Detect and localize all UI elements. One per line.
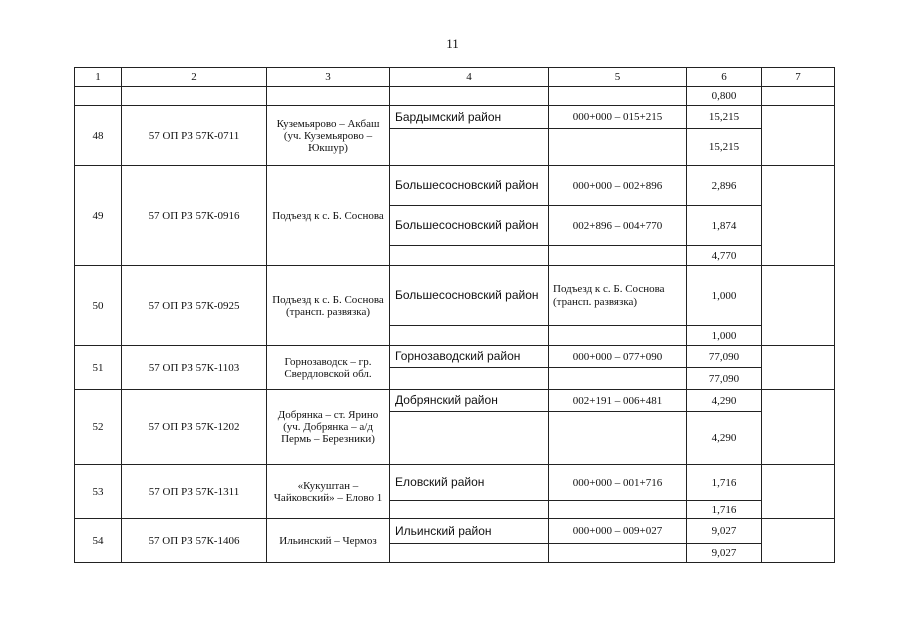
section-length: 1,874 bbox=[687, 206, 762, 246]
section-length: 15,215 bbox=[687, 106, 762, 129]
road-code: 57 ОП РЗ 57К-1406 bbox=[122, 519, 267, 563]
table-row bbox=[75, 346, 835, 368]
section-range: 000+000 – 077+090 bbox=[549, 346, 687, 368]
column-header: 4 bbox=[390, 68, 549, 87]
section-range: 000+000 – 009+027 bbox=[549, 519, 687, 544]
row-number: 50 bbox=[75, 266, 122, 346]
table-row bbox=[75, 166, 835, 206]
length-total: 77,090 bbox=[687, 368, 762, 390]
table-row bbox=[75, 87, 835, 106]
road-name: Куземьярово – Акбаш (уч. Куземьярово – Юкшур) bbox=[267, 106, 390, 166]
length-total: 4,770 bbox=[687, 246, 762, 266]
section-length: 1,000 bbox=[687, 266, 762, 326]
row-number: 51 bbox=[75, 346, 122, 390]
road-code: 57 ОП РЗ 57К-0711 bbox=[122, 106, 267, 166]
length-total: 15,215 bbox=[687, 129, 762, 166]
road-name: Подъезд к с. Б. Соснова bbox=[267, 166, 390, 266]
section-length: 2,896 bbox=[687, 166, 762, 206]
road-code: 57 ОП РЗ 57К-0925 bbox=[122, 266, 267, 346]
column-number-row bbox=[75, 68, 835, 87]
road-name: «Кукуштан – Чайковский» – Елово 1 bbox=[267, 465, 390, 519]
road-code: 57 ОП РЗ 57К-0916 bbox=[122, 166, 267, 266]
length-total: 1,716 bbox=[687, 501, 762, 519]
district: Добрянский район bbox=[390, 390, 549, 412]
row-number: 48 bbox=[75, 106, 122, 166]
road-name: Ильинский – Чермоз bbox=[267, 519, 390, 563]
row-number: 54 bbox=[75, 519, 122, 563]
road-code: 57 ОП РЗ 57К-1311 bbox=[122, 465, 267, 519]
row-number: 53 bbox=[75, 465, 122, 519]
table-row bbox=[75, 106, 835, 129]
table-row bbox=[75, 519, 835, 544]
length-total: 1,000 bbox=[687, 326, 762, 346]
column-header: 7 bbox=[762, 68, 835, 87]
district: Еловский район bbox=[390, 465, 549, 501]
district: Большесосновский район bbox=[390, 206, 549, 246]
table-row bbox=[75, 266, 835, 326]
road-name: Добрянка – ст. Ярино (уч. Добрянка – а/д Пермь – Березники) bbox=[267, 390, 390, 465]
section-range: 002+896 – 004+770 bbox=[549, 206, 687, 246]
district: Горнозаводский район bbox=[390, 346, 549, 368]
row-number: 49 bbox=[75, 166, 122, 266]
district: Большесосновский район bbox=[390, 266, 549, 326]
length-total: 9,027 bbox=[687, 544, 762, 563]
page-number: 11 bbox=[446, 36, 459, 51]
column-header: 2 bbox=[122, 68, 267, 87]
road-registry-table bbox=[74, 67, 835, 563]
length-total: 4,290 bbox=[687, 412, 762, 465]
section-range: 000+000 – 001+716 bbox=[549, 465, 687, 501]
section-length: 1,716 bbox=[687, 465, 762, 501]
column-header: 1 bbox=[75, 68, 122, 87]
section-length: 4,290 bbox=[687, 390, 762, 412]
section-length: 77,090 bbox=[687, 346, 762, 368]
road-code: 57 ОП РЗ 57К-1103 bbox=[122, 346, 267, 390]
section-range: 000+000 – 015+215 bbox=[549, 106, 687, 129]
table-row bbox=[75, 465, 835, 501]
row-number: 52 bbox=[75, 390, 122, 465]
road-name: Подъезд к с. Б. Соснова (трансп. развязка) bbox=[267, 266, 390, 346]
district: Ильинский район bbox=[390, 519, 549, 544]
column-header: 5 bbox=[549, 68, 687, 87]
section-range: Подъезд к с. Б. Соснова (трансп. развязка) bbox=[549, 266, 687, 326]
district: Большесосновский район bbox=[390, 166, 549, 206]
district: Бардымский район bbox=[390, 106, 549, 129]
section-length: 9,027 bbox=[687, 519, 762, 544]
column-header: 3 bbox=[267, 68, 390, 87]
column-header: 6 bbox=[687, 68, 762, 87]
road-code: 57 ОП РЗ 57К-1202 bbox=[122, 390, 267, 465]
length-total: 0,800 bbox=[687, 87, 762, 106]
table-row bbox=[75, 390, 835, 412]
section-range: 002+191 – 006+481 bbox=[549, 390, 687, 412]
section-range: 000+000 – 002+896 bbox=[549, 166, 687, 206]
road-name: Горнозаводск – гр. Свердловской обл. bbox=[267, 346, 390, 390]
